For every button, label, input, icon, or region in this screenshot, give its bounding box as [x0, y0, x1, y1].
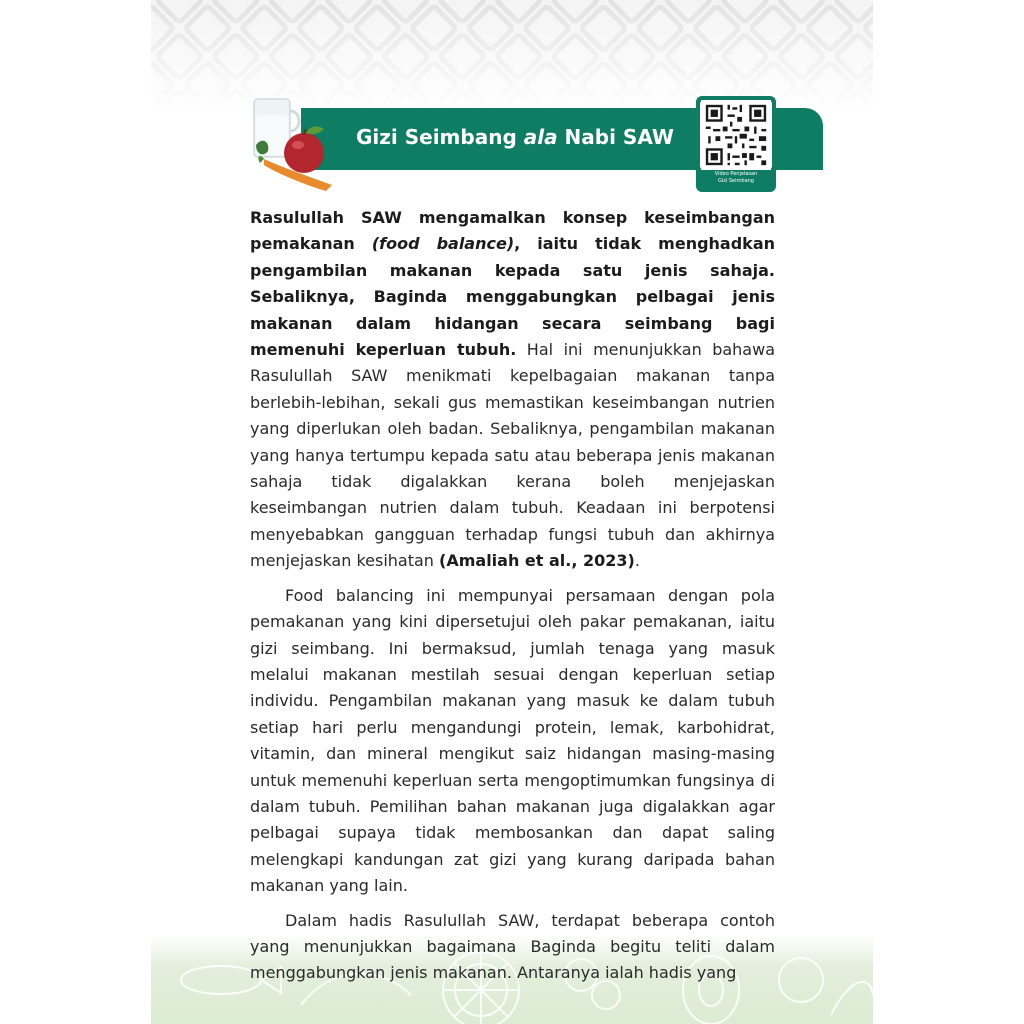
qr-caption: Video Penjelasan Gizi Seimbang	[714, 171, 758, 184]
paragraph-2: Food balancing ini mempunyai persamaan dengan pola pemakanan yang kini dipersetujui oleh pakar pemakanan, iaitu gizi seimbang. Ini bermaksud, jumlah tenaga yang masuk melalui makanan mestilah sesuai dengan keperluan setiap individu. Pengambilan makanan yang masuk ke dalam tubuh setiap hari perlu mengandungi protein, lemak, karbohidrat, vitamin, dan mineral mengikut saiz hidangan masing-masing untuk memenuhi keperluan serta mengoptimumkan fungsinya di dalam tubuh. Pemilihan bahan makanan juga digalakkan agar pelbagai supaya tidak membosankan dan dapat saling melengkapi kandungan zat gizi yang kurang daripada bahan makanan yang lain.	[250, 585, 775, 896]
body-text	[250, 205, 775, 995]
section-title-italic: ala	[523, 125, 558, 149]
food-illustration	[246, 95, 346, 195]
section-title: Gizi Seimbang ala Nabi SAW	[356, 125, 674, 149]
citation: (Amaliah et al., 2023)	[439, 551, 635, 571]
paragraph-1: Rasulullah SAW mengamalkan konsep keseimbangan pemakanan (food balance), iaitu tidak menghadkan pengambilan makanan kepada satu jenis sahaja. Sebaliknya, Baginda menggabungkan pelbagai jenis makanan dalam hidangan secara seimbang bagi memenuhi keperluan tubuh. Hal ini menunjukkan bahawa Rasulullah SAW menikmati kepelbagaian makanan tanpa berlebih-lebihan, sekali gus memastikan keseimbangan nutrien yang diperlukan oleh badan. Sebaliknya, pengambilan makanan yang hanya tertumpu kepada satu atau beberapa jenis makanan sahaja tidak digalakkan kerana boleh menjejaskan keseimbangan nutrien dalam tubuh. Keadaan ini berpotensi menyebabkan gangguan terhadap fungsi tubuh dan akhirnya menjejaskan kesihatan (Amaliah et al., 2023).	[250, 208, 776, 571]
qr-code-frame	[700, 100, 772, 170]
qr-code-icon	[700, 100, 772, 170]
book-page	[151, 0, 873, 1024]
qr-code-card[interactable]	[696, 96, 776, 192]
top-lattice-pattern	[151, 0, 873, 110]
paragraph-3: Dalam hadis Rasulullah SAW, terdapat beberapa contoh yang menunjukkan bagaimana Baginda begitu teliti dalam menggabungkan jenis makanan. Antaranya ialah hadis yang	[250, 910, 775, 983]
